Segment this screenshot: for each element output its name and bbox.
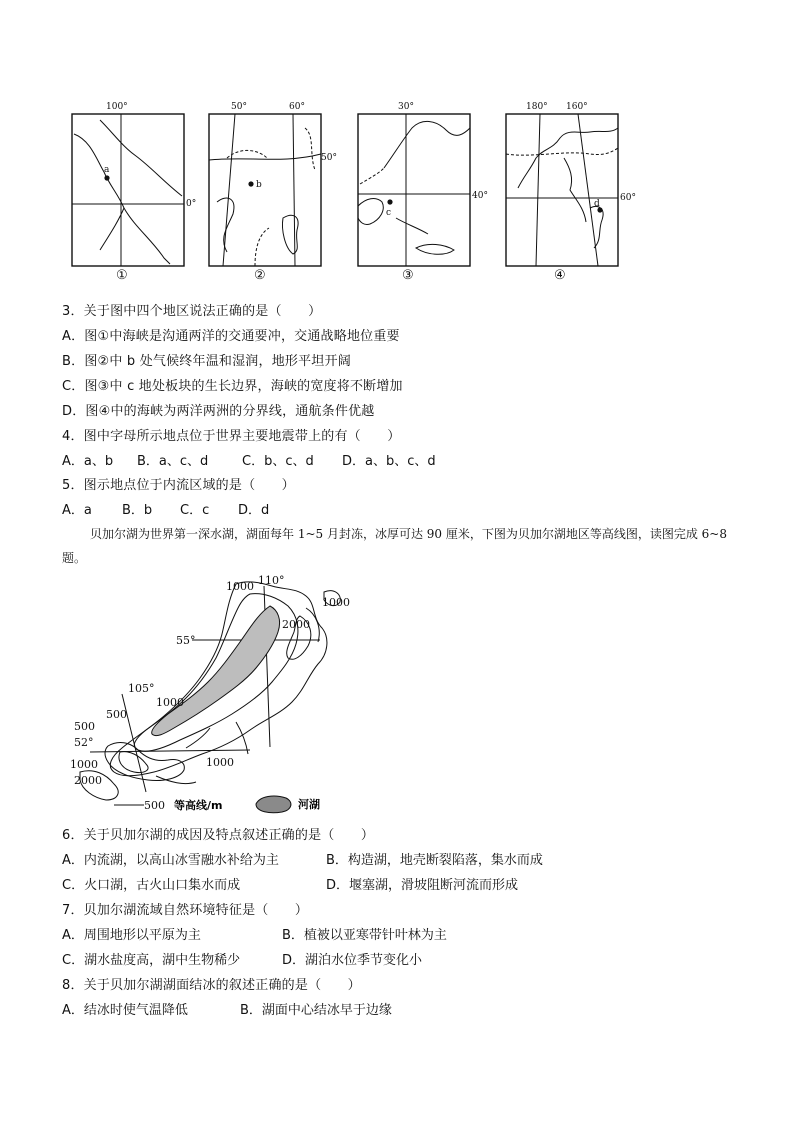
- question-4-option-b[interactable]: B．a、c、d: [137, 454, 209, 469]
- question-3-stem: 3．关于图中四个地区说法正确的是（ ）: [62, 304, 322, 319]
- contour-label: 1000: [226, 580, 254, 593]
- map-3-lat-label: 40°: [472, 191, 488, 201]
- question-7-option-d[interactable]: D．湖泊水位季节变化小: [282, 953, 423, 968]
- legend-contour-value: 500: [144, 799, 165, 812]
- map-4: [494, 98, 644, 273]
- question-3-option-d[interactable]: D．图④中的海峡为两洋两洲的分界线，通航条件优越: [62, 404, 375, 419]
- contour-label: 500: [74, 720, 95, 733]
- map-2: [197, 98, 347, 273]
- lat-label-52: 52°: [74, 736, 94, 749]
- question-5-option-a[interactable]: A．a: [62, 503, 92, 518]
- question-7-option-a[interactable]: A．周围地形以平原为主: [62, 928, 201, 943]
- map-2-lon-label-1: 50°: [231, 102, 247, 112]
- baikal-intro: 贝加尔湖为世界第一深水湖，湖面每年 1~5 月封冻，冰厚可达 90 厘米，下图为贝加尔湖地区等高线图，读图完成 6~8 题。: [62, 527, 727, 565]
- question-8-option-b[interactable]: B．湖面中心结冰早于边缘: [240, 1003, 392, 1018]
- map-2-number: ②: [254, 268, 266, 283]
- map-3: [346, 98, 496, 273]
- question-8-stem: 8．关于贝加尔湖湖面结冰的叙述正确的是（ ）: [62, 978, 361, 993]
- map-4-lon-label-1: 180°: [526, 102, 548, 112]
- question-6-option-d[interactable]: D．堰塞湖，滑坡阻断河流而形成: [326, 878, 519, 893]
- question-4-option-a[interactable]: A．a、b: [62, 454, 114, 469]
- contour-label: 500: [106, 708, 127, 721]
- question-4-option-c[interactable]: C．b、c、d: [242, 454, 314, 469]
- map-1-lat-label: 0°: [186, 199, 197, 209]
- lon-label-110: 110°: [258, 574, 285, 587]
- legend-contour-label: 等高线/m: [174, 799, 223, 812]
- question-6-option-b[interactable]: B．构造湖，地壳断裂陷落，集水而成: [326, 853, 543, 868]
- question-3-option-a[interactable]: A．图①中海峡是沟通两洋的交通要冲，交通战略地位重要: [62, 329, 400, 344]
- map-1-number: ①: [116, 268, 128, 283]
- question-6-option-c[interactable]: C．火口湖，古火山口集水而成: [62, 878, 241, 893]
- question-7-stem: 7．贝加尔湖流域自然环境特征是（ ）: [62, 903, 309, 918]
- question-3-option-c[interactable]: C．图③中 c 地处板块的生长边界，海峡的宽度将不断增加: [62, 379, 403, 394]
- lat-label-55: 55°: [176, 634, 196, 647]
- legend-lake-label: 河湖: [298, 798, 320, 811]
- baikal-contour-map: [60, 572, 400, 812]
- lon-label-105: 105°: [128, 682, 155, 695]
- question-5-stem: 5．图示地点位于内流区域的是（ ）: [62, 478, 295, 493]
- contour-label: 1000: [322, 596, 350, 609]
- map-4-lat-label: 60°: [620, 193, 636, 203]
- map-2-lon-label-2: 60°: [289, 102, 305, 112]
- map-1: [60, 98, 200, 273]
- map-3-point-label: c: [386, 208, 392, 218]
- map-4-lon-label-2: 160°: [566, 102, 588, 112]
- question-4-option-d[interactable]: D．a、b、c、d: [342, 454, 436, 469]
- map-1-lon-label: 100°: [106, 102, 128, 112]
- map-4-number: ④: [554, 268, 566, 283]
- map-1-point-label: a: [104, 165, 110, 175]
- contour-label: 1000: [156, 696, 184, 709]
- question-8-option-a[interactable]: A．结冰时使气温降低: [62, 1003, 188, 1018]
- contour-label: 1000: [206, 756, 234, 769]
- contour-label: 2000: [282, 618, 310, 631]
- contour-label: 1000: [70, 758, 98, 771]
- question-3-option-b[interactable]: B．图②中 b 处气候终年温和湿润，地形平坦开阔: [62, 354, 351, 369]
- contour-label: 2000: [74, 774, 102, 787]
- question-5-option-c[interactable]: C．c: [180, 503, 210, 518]
- map-2-lat-label: 50°: [321, 153, 337, 163]
- map-2-point-label: b: [256, 180, 262, 190]
- map-3-number: ③: [402, 268, 414, 283]
- question-6-option-a[interactable]: A．内流湖，以高山冰雪融水补给为主: [62, 853, 279, 868]
- question-7-option-c[interactable]: C．湖水盐度高，湖中生物稀少: [62, 953, 241, 968]
- question-7-option-b[interactable]: B．植被以亚寒带针叶林为主: [282, 928, 447, 943]
- question-4-stem: 4．图中字母所示地点位于世界主要地震带上的有（ ）: [62, 429, 401, 444]
- question-6-stem: 6．关于贝加尔湖的成因及特点叙述正确的是（ ）: [62, 828, 375, 843]
- map-3-lon-label: 30°: [398, 102, 414, 112]
- map-4-point-label: d: [594, 199, 600, 209]
- question-5-option-d[interactable]: D．d: [238, 503, 270, 518]
- question-5-option-b[interactable]: B．b: [122, 503, 153, 518]
